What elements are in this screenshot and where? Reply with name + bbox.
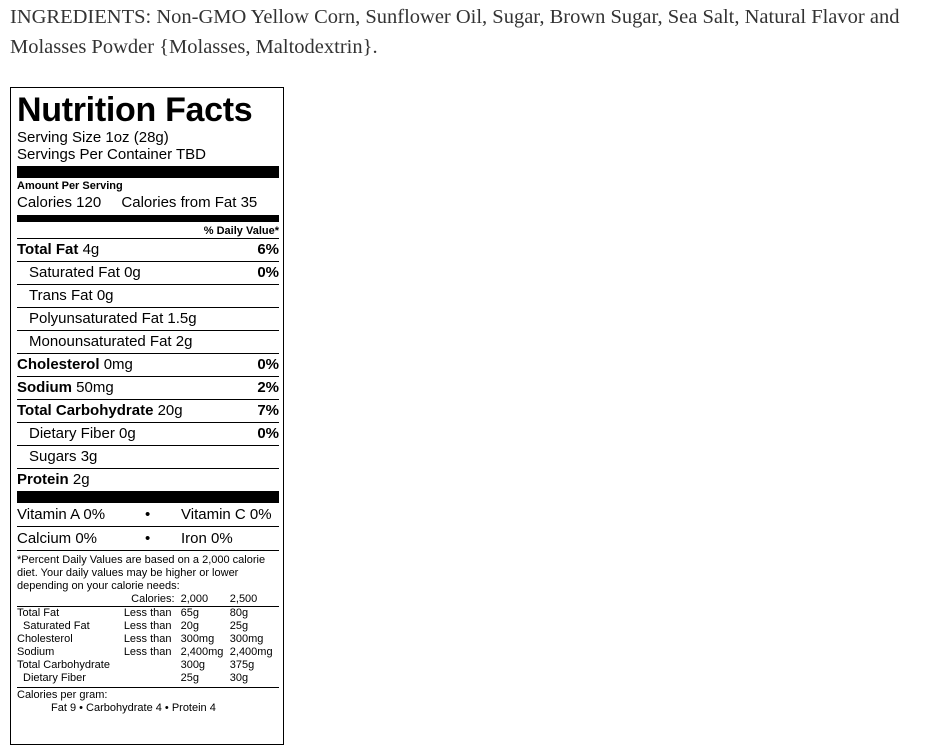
table-row: Total Carbohydrate 300g 375g: [17, 659, 255, 671]
nutrient-name: Sugars: [29, 448, 77, 465]
nutrient-name: Saturated Fat: [29, 264, 120, 281]
nutrient-amount: 50mg: [76, 379, 114, 396]
nutrient-pct: 6%: [257, 241, 279, 258]
nutrient-amount: 2g: [175, 333, 193, 350]
calories-row: [17, 193, 279, 213]
nutrient-row-total-fat: [17, 238, 279, 261]
daily-value-footnote: *Percent Daily Values are based on a 2,000 calorie diet. Your daily values may be higher or lower depending on your calorie needs:: [17, 550, 279, 593]
serving-size: Serving Size 1oz (28g): [17, 129, 169, 146]
nutrition-facts-label: [10, 87, 284, 745]
vitamin-right: Vitamin C 0%: [181, 506, 272, 523]
daily-value-header: % Daily Value*: [203, 225, 279, 237]
thick-divider: [17, 491, 279, 503]
table-row: Sodium Less than 2,400mg 2,400mg: [17, 646, 273, 658]
nutrient-row-total-carbohydrate: [17, 399, 279, 422]
nutrient-row-monounsaturated-fat: [17, 330, 279, 353]
nutrient-amount: 0mg: [103, 356, 133, 373]
nutrition-facts-title: Nutrition Facts: [17, 91, 253, 129]
ingredients-text: INGREDIENTS: Non-GMO Yellow Corn, Sunflower Oil, Sugar, Brown Sugar, Sea Salt, Natural Flavor and Molasses Powder {Molasses, Maltodextrin}.: [10, 6, 900, 58]
amount-per-serving: Amount Per Serving: [17, 180, 123, 192]
nutrient-name: Total Carbohydrate: [17, 402, 154, 419]
table-row: Dietary Fiber 25g 30g: [23, 672, 249, 684]
bullet-dot: •: [145, 506, 151, 523]
nutrient-name: Polyunsaturated Fat: [29, 310, 164, 327]
nutrient-row-trans-fat: [17, 284, 279, 307]
nutrient-row-cholesterol: [17, 353, 279, 376]
nutrient-name: Protein: [17, 471, 69, 488]
nutrient-amount: 20g: [157, 402, 183, 419]
vitamin-left: Vitamin A 0%: [17, 506, 106, 523]
servings-per-container: Servings Per Container TBD: [17, 146, 206, 163]
nutrient-row-saturated-fat: [17, 261, 279, 284]
calories-value: Calories 120: [17, 194, 102, 211]
nutrient-amount: 0g: [124, 264, 141, 281]
nutrient-name: Monounsaturated Fat: [29, 333, 172, 350]
vitamin-left: Calcium 0%: [17, 530, 98, 547]
bullet-dot: •: [145, 530, 151, 547]
vitamin-row: [17, 503, 279, 526]
nutrient-pct: 7%: [257, 402, 279, 419]
table-header-row: Calories: 2,000 2,500: [17, 593, 279, 607]
nutrient-amount: 3g: [80, 448, 98, 465]
calories-per-gram: [17, 687, 279, 715]
nutrient-row-sugars: [17, 445, 279, 468]
nutrient-row-dietary-fiber: [17, 422, 279, 445]
nutrient-row-polyunsaturated-fat: [17, 307, 279, 330]
nutrient-row-protein: [17, 468, 279, 491]
nutrient-name: Total Fat: [17, 241, 79, 258]
nutrient-row-sodium: [17, 376, 279, 399]
nutrient-amount: 2g: [72, 471, 90, 488]
nutrient-pct: 0%: [257, 356, 279, 373]
nutrient-pct: 2%: [257, 379, 279, 396]
table-row: Total Fat Less than 65g 80g: [17, 607, 249, 619]
nutrient-name: Dietary Fiber: [29, 425, 115, 442]
thick-divider: [17, 166, 279, 178]
nutrient-amount: 1.5g: [167, 310, 197, 327]
nutrient-pct: 0%: [257, 425, 279, 442]
nutrient-amount: 0g: [96, 287, 114, 304]
calories-per-gram-values: Fat 9 • Carbohydrate 4 • Protein 4: [51, 702, 216, 714]
nutrient-name: Trans Fat: [29, 287, 93, 304]
calories-from-fat: Calories from Fat 35: [121, 194, 258, 211]
calorie-reference-table: [17, 593, 279, 685]
medium-divider: [17, 215, 279, 222]
table-row: Cholesterol Less than 300mg 300mg: [17, 633, 264, 645]
nutrient-name: Cholesterol: [17, 356, 100, 373]
nutrient-amount: 4g: [82, 241, 100, 258]
nutrient-amount: 0g: [119, 425, 136, 442]
calories-per-gram-label: Calories per gram:: [17, 689, 108, 701]
vitamin-row: [17, 526, 279, 550]
vitamin-right: Iron 0%: [181, 530, 233, 547]
nutrient-pct: 0%: [257, 264, 279, 281]
table-row: Saturated Fat Less than 20g 25g: [23, 620, 249, 632]
nutrient-name: Sodium: [17, 379, 72, 396]
